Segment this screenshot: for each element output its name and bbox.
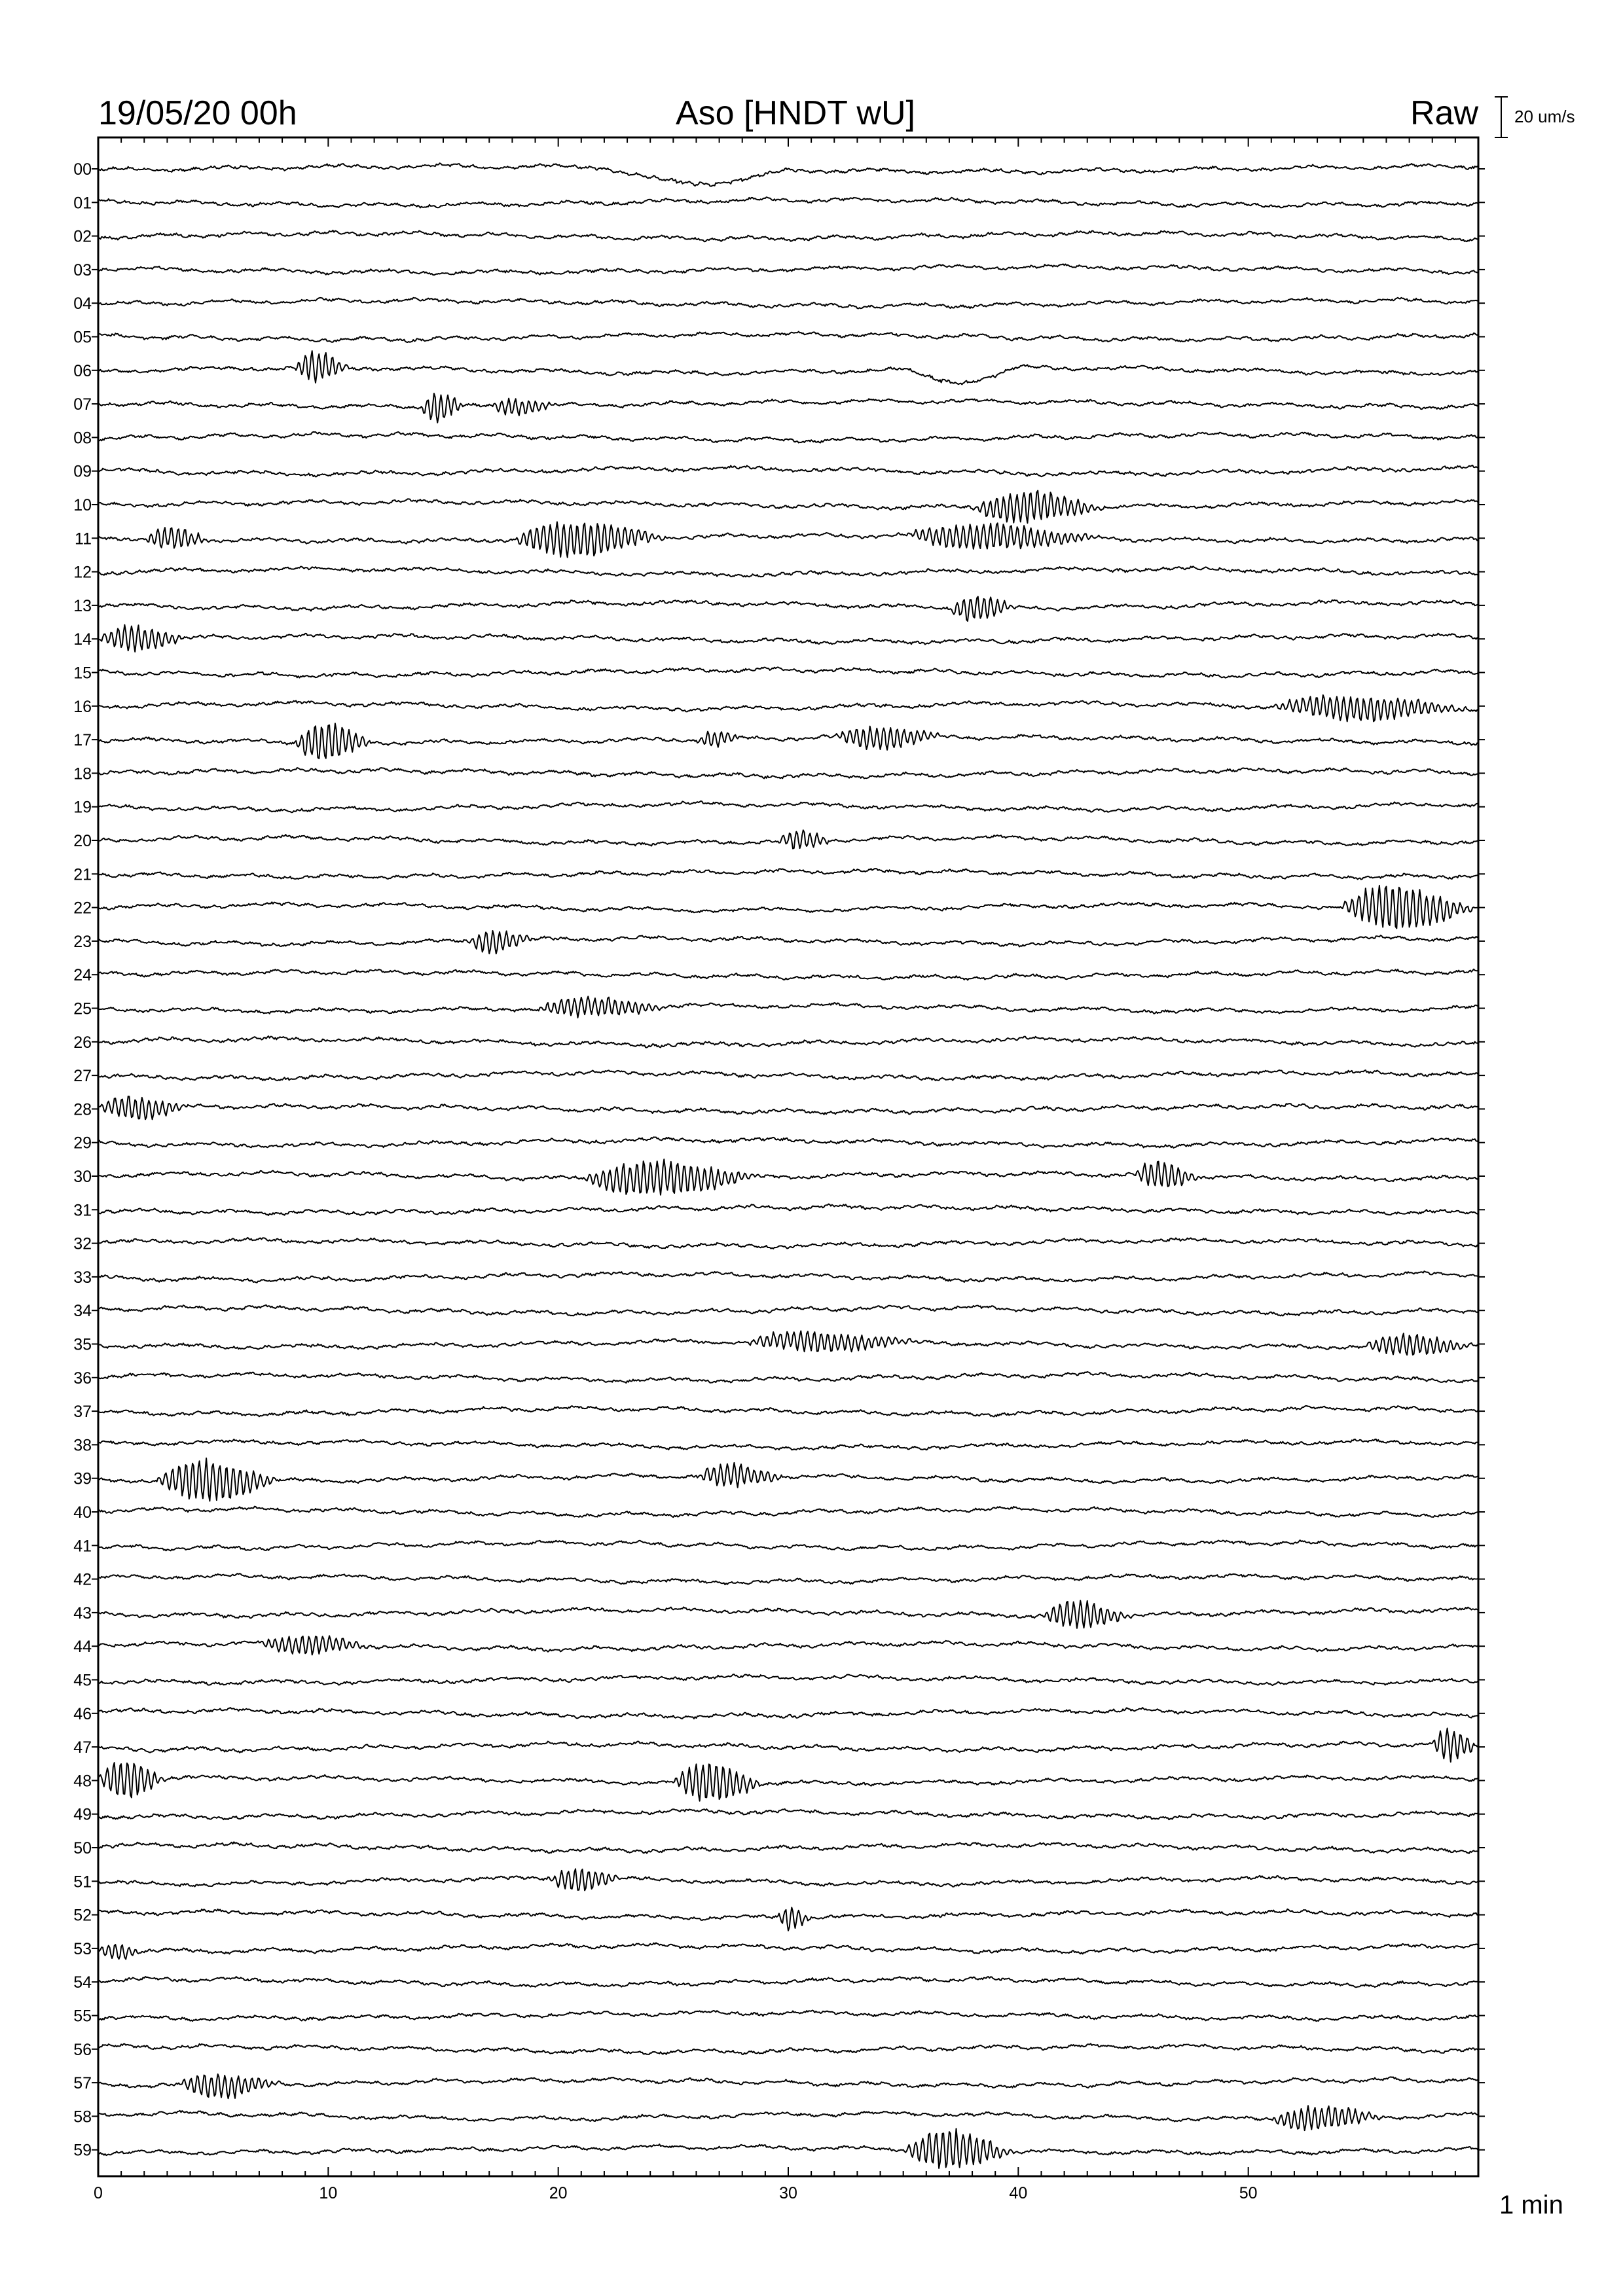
trace-row — [98, 1601, 1478, 1628]
row-label: 12 — [73, 563, 92, 582]
row-label: 55 — [73, 2007, 92, 2026]
row-label: 58 — [73, 2108, 92, 2126]
trace-row — [98, 1238, 1478, 1249]
row-label: 38 — [73, 1436, 92, 1455]
amplitude-scale-bar — [1495, 97, 1508, 137]
trace-row — [98, 1271, 1478, 1282]
row-label: 51 — [73, 1873, 92, 1892]
trace-row — [98, 465, 1478, 477]
row-label: 14 — [73, 630, 92, 649]
trace-row — [98, 2011, 1478, 2022]
row-label: 20 — [73, 832, 92, 850]
trace-row — [98, 1977, 1478, 1987]
traces-group — [98, 163, 1478, 2168]
row-label: 21 — [73, 865, 92, 884]
row-label: 19 — [73, 798, 92, 817]
row-label: 26 — [73, 1033, 92, 1052]
row-label: 34 — [73, 1302, 92, 1321]
row-ticks-group — [92, 169, 1485, 2150]
row-label: 02 — [73, 227, 92, 246]
trace-row — [98, 1439, 1478, 1450]
trace-row — [98, 2106, 1478, 2130]
row-label: 05 — [73, 328, 92, 347]
row-label: 09 — [73, 462, 92, 481]
row-label: 40 — [73, 1503, 92, 1522]
trace-row — [98, 625, 1478, 652]
row-label: 48 — [73, 1772, 92, 1791]
x-tick-label: 20 — [549, 2184, 568, 2202]
trace-row — [98, 830, 1478, 848]
trace-row — [98, 264, 1478, 275]
row-label: 31 — [73, 1201, 92, 1220]
x-tick-label: 30 — [779, 2184, 797, 2202]
row-label: 36 — [73, 1369, 92, 1388]
trace-row — [98, 667, 1478, 677]
row-label: 59 — [73, 2141, 92, 2160]
trace-row — [98, 163, 1478, 186]
row-label: 49 — [73, 1805, 92, 1824]
trace-row — [98, 723, 1478, 759]
row-label: 57 — [73, 2074, 92, 2093]
row-label: 41 — [73, 1537, 92, 1556]
row-label: 53 — [73, 1939, 92, 1958]
row-label: 07 — [73, 395, 92, 414]
trace-row — [98, 1137, 1478, 1148]
row-label: 50 — [73, 1839, 92, 1857]
x-tick-label: 0 — [94, 2184, 103, 2202]
trace-row — [98, 351, 1478, 384]
row-label: 23 — [73, 932, 92, 951]
row-label: 00 — [73, 160, 92, 179]
trace-row — [98, 1331, 1478, 1355]
trace-row — [98, 1636, 1478, 1655]
trace-row — [98, 597, 1478, 622]
row-label: 52 — [73, 1906, 92, 1925]
trace-row — [98, 332, 1478, 342]
trace-row — [98, 2074, 1478, 2098]
trace-row — [98, 1540, 1478, 1551]
trace-row — [98, 969, 1478, 980]
row-label: 39 — [73, 1469, 92, 1488]
trace-row — [98, 2043, 1478, 2054]
x-minor-ticks-group — [98, 137, 1478, 2176]
row-label: 24 — [73, 966, 92, 985]
row-label: 46 — [73, 1704, 92, 1723]
trace-row — [98, 1763, 1478, 1801]
trace-row — [98, 931, 1478, 954]
row-label: 04 — [73, 295, 92, 314]
trace-row — [98, 1036, 1478, 1048]
trace-row — [98, 1674, 1478, 1685]
row-label: 16 — [73, 697, 92, 716]
trace-row — [98, 2128, 1478, 2168]
trace-row — [98, 1907, 1478, 1930]
row-label: 29 — [73, 1134, 92, 1153]
trace-row — [98, 695, 1478, 722]
trace-row — [98, 1809, 1478, 1820]
trace-row — [98, 1159, 1478, 1195]
x-tick-label: 10 — [319, 2184, 338, 2202]
trace-row — [98, 566, 1478, 577]
row-label: 03 — [73, 260, 92, 279]
mode-label: Raw — [1410, 94, 1478, 132]
row-label: 33 — [73, 1268, 92, 1287]
row-label: 27 — [73, 1067, 92, 1086]
trace-row — [98, 1096, 1478, 1119]
row-label: 18 — [73, 764, 92, 783]
row-label: 54 — [73, 1973, 92, 1992]
x-tick-labels-group — [94, 2184, 1258, 2202]
row-label: 22 — [73, 899, 92, 918]
row-label: 01 — [73, 194, 92, 213]
row-label: 32 — [73, 1234, 92, 1253]
trace-row — [98, 1204, 1478, 1215]
trace-row — [98, 1458, 1478, 1501]
row-labels-group — [73, 160, 92, 2160]
trace-row — [98, 1708, 1478, 1719]
row-label: 06 — [73, 361, 92, 380]
trace-row — [98, 996, 1478, 1018]
trace-row — [98, 1943, 1478, 1959]
row-label: 13 — [73, 596, 92, 615]
trace-row — [98, 1842, 1478, 1853]
x-tick-label: 40 — [1009, 2184, 1028, 2202]
trace-row — [98, 869, 1478, 880]
row-label: 25 — [73, 999, 92, 1018]
trace-row — [98, 197, 1478, 207]
plot-frame — [98, 137, 1478, 2176]
row-label: 42 — [73, 1570, 92, 1589]
trace-row — [98, 1573, 1478, 1585]
trace-row — [98, 801, 1478, 812]
trace-row — [98, 886, 1478, 929]
trace-row — [98, 1070, 1478, 1081]
row-label: 56 — [73, 2040, 92, 2059]
trace-row — [98, 1372, 1478, 1383]
station-title: Aso [HNDT wU] — [676, 94, 915, 132]
row-label: 47 — [73, 1738, 92, 1757]
trace-row — [98, 432, 1478, 443]
row-label: 17 — [73, 731, 92, 750]
x-tick-label: 50 — [1239, 2184, 1258, 2202]
row-label: 10 — [73, 496, 92, 514]
row-label: 15 — [73, 664, 92, 683]
trace-row — [98, 393, 1478, 423]
row-label: 37 — [73, 1403, 92, 1422]
row-label: 44 — [73, 1638, 92, 1657]
row-label: 28 — [73, 1100, 92, 1119]
trace-row — [98, 298, 1478, 309]
trace-row — [98, 1406, 1478, 1417]
row-label: 45 — [73, 1671, 92, 1690]
trace-row — [98, 1869, 1478, 1890]
row-label: 43 — [73, 1604, 92, 1623]
trace-row — [98, 1507, 1478, 1518]
trace-row — [98, 1305, 1478, 1316]
trace-row — [98, 768, 1478, 778]
trace-row — [98, 491, 1478, 524]
row-label: 08 — [73, 429, 92, 448]
scale-label: 20 um/s — [1514, 107, 1575, 126]
row-label: 35 — [73, 1335, 92, 1354]
trace-row — [98, 230, 1478, 242]
trace-row — [98, 1729, 1478, 1763]
datetime-title: 19/05/20 00h — [98, 94, 297, 132]
row-label: 11 — [75, 529, 92, 548]
row-label: 30 — [73, 1168, 92, 1186]
trace-row — [98, 522, 1478, 557]
x-unit-label: 1 min — [1499, 2191, 1563, 2219]
